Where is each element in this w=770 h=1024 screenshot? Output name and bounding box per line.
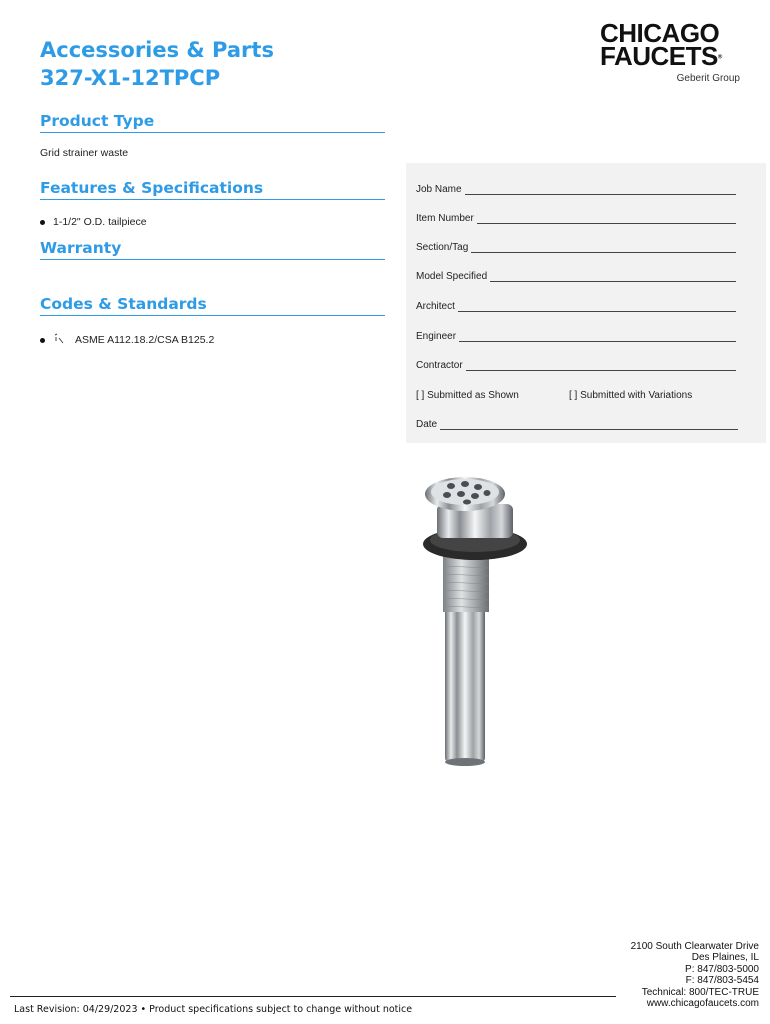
address-city: Des Plaines, IL (691, 952, 759, 964)
submittal-checkboxes (416, 390, 692, 401)
footer-divider (10, 996, 616, 997)
field-date[interactable]: Date (416, 419, 738, 430)
field-item-number[interactable]: Item Number (416, 213, 736, 224)
section-features (40, 178, 385, 200)
check-submitted-as-shown[interactable]: [ ] Submitted as Shown (416, 390, 519, 401)
product-image (415, 472, 535, 772)
footer-revision-note: Last Revision: 04/29/2023 • Product specifications subject to change without notice (14, 1004, 413, 1015)
chicago-faucets-logo (600, 18, 750, 84)
field-job-name[interactable]: Job Name (416, 184, 736, 195)
logo-line-1: CHICAGO (600, 18, 720, 48)
product-type-text: Grid strainer waste (40, 147, 129, 159)
address-technical: Technical: 800/TEC-TRUE (641, 986, 759, 998)
section-heading: Warranty (40, 239, 122, 257)
bullet-icon (40, 220, 45, 225)
section-warranty (40, 238, 385, 260)
logo-line-2: FAUCETS® (600, 41, 722, 71)
company-address (631, 941, 759, 1009)
address-phone: P: 847/803-5000 (685, 963, 759, 975)
field-engineer[interactable]: Engineer (416, 331, 736, 342)
address-street: 2100 South Clearwater Drive (630, 941, 759, 952)
submittal-form (406, 163, 766, 443)
section-heading: Product Type (40, 112, 155, 130)
address-website[interactable]: www.chicagofaucets.com (646, 998, 759, 1010)
bullet-icon (40, 338, 45, 343)
section-heading: Codes & Standards (40, 295, 207, 313)
check-submitted-with-variations[interactable]: [ ] Submitted with Variations (569, 390, 693, 401)
address-fax: F: 847/803-5454 (685, 975, 759, 987)
field-model-specified[interactable]: Model Specified (416, 271, 736, 282)
section-heading: Features & Specifications (40, 179, 264, 197)
field-section-tag[interactable]: Section/Tag (416, 242, 736, 253)
field-contractor[interactable]: Contractor (416, 360, 736, 371)
section-codes-standards (40, 294, 385, 316)
field-architect[interactable]: Architect (416, 301, 736, 312)
title-line-1: Accessories & Parts (40, 38, 274, 62)
codes-item: ASME A112.18.2/CSA B125.2 (40, 333, 214, 347)
certification-mark-icon (53, 333, 67, 347)
logo-subline: Geberit Group (676, 72, 740, 84)
feature-item: 1-1/2" O.D. tailpiece (40, 216, 147, 228)
section-product-type (40, 111, 385, 133)
title-line-2: 327-X1-12TPCP (40, 66, 221, 90)
page-title (40, 36, 274, 92)
